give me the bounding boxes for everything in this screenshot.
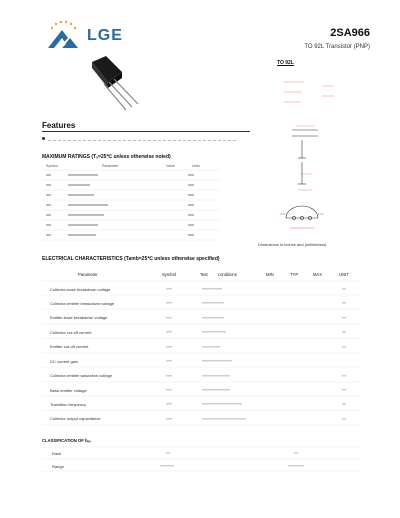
elec-row-param: Emitter-base breakdown voltage bbox=[50, 315, 108, 320]
features-heading: Features bbox=[42, 121, 76, 130]
package-outline-drawing bbox=[262, 66, 362, 238]
elec-header-typ: TYP bbox=[290, 272, 299, 277]
max-ratings-header-value: Value bbox=[166, 164, 175, 168]
elec-header-test: Test bbox=[200, 272, 208, 277]
elec-row-param: Collector-base breakdown voltage bbox=[50, 287, 111, 292]
elec-row-param: Collector output capacitance bbox=[50, 416, 101, 421]
elec-row-param: Base-emitter voltage bbox=[50, 388, 87, 393]
part-subtitle: TO 92L Transistor (PNP) bbox=[304, 44, 370, 50]
elec-row-param: Collector-emitter breakdown voltage bbox=[50, 301, 115, 306]
logo-sunburst-icon bbox=[51, 21, 76, 29]
elec-header-unit: UNIT bbox=[339, 272, 349, 277]
features-divider bbox=[42, 131, 250, 132]
max-ratings-header-parameter: Parameter bbox=[102, 164, 119, 168]
feature-bullet-icon bbox=[42, 137, 45, 140]
logo-mark-icon bbox=[48, 30, 78, 48]
part-number: 2SA966 bbox=[330, 27, 370, 39]
elec-row-param: Collector cut-off current bbox=[50, 330, 92, 335]
package-label: TO 92L bbox=[277, 60, 294, 66]
elec-header-parameter: Parameter bbox=[78, 272, 98, 277]
max-ratings-table bbox=[42, 168, 220, 242]
elec-row-param: Transition frequency bbox=[50, 402, 87, 407]
classification-heading: CLASSIFICATION OF hₑₑ bbox=[42, 438, 91, 443]
max-ratings-header-units: Units bbox=[192, 164, 200, 168]
classification-table-grid bbox=[42, 446, 360, 472]
classification-range-label: Range bbox=[52, 464, 64, 469]
transistor-image bbox=[86, 54, 156, 120]
max-ratings-header-symbol: Symbol bbox=[46, 164, 58, 168]
elec-header-conditions: conditions bbox=[218, 272, 237, 277]
logo-text: LGE bbox=[87, 27, 123, 44]
electrical-table-grid bbox=[42, 280, 360, 430]
dimensions-note: Dimensions in inches and (millimeters) bbox=[258, 242, 327, 247]
elec-row-param: DC current gain bbox=[50, 359, 79, 364]
max-ratings-heading: MAXIMUM RATINGS (Tₐ=25℃ unless otherwise noted) bbox=[42, 154, 171, 160]
feature-item-text bbox=[48, 139, 248, 142]
elec-row-param: Emitter cut-off current bbox=[50, 344, 89, 349]
elec-header-max: MAX bbox=[313, 272, 323, 277]
elec-header-symbol: Symbol bbox=[162, 272, 176, 277]
electrical-heading: ELECTRICAL CHARACTERISTICS (Tamb=25℃ unless otherwise specified) bbox=[42, 256, 220, 262]
classification-rank-label: Rank bbox=[52, 451, 62, 456]
elec-header-min: MIN bbox=[266, 272, 274, 277]
elec-row-param: Collector-emitter saturation voltage bbox=[50, 373, 113, 378]
